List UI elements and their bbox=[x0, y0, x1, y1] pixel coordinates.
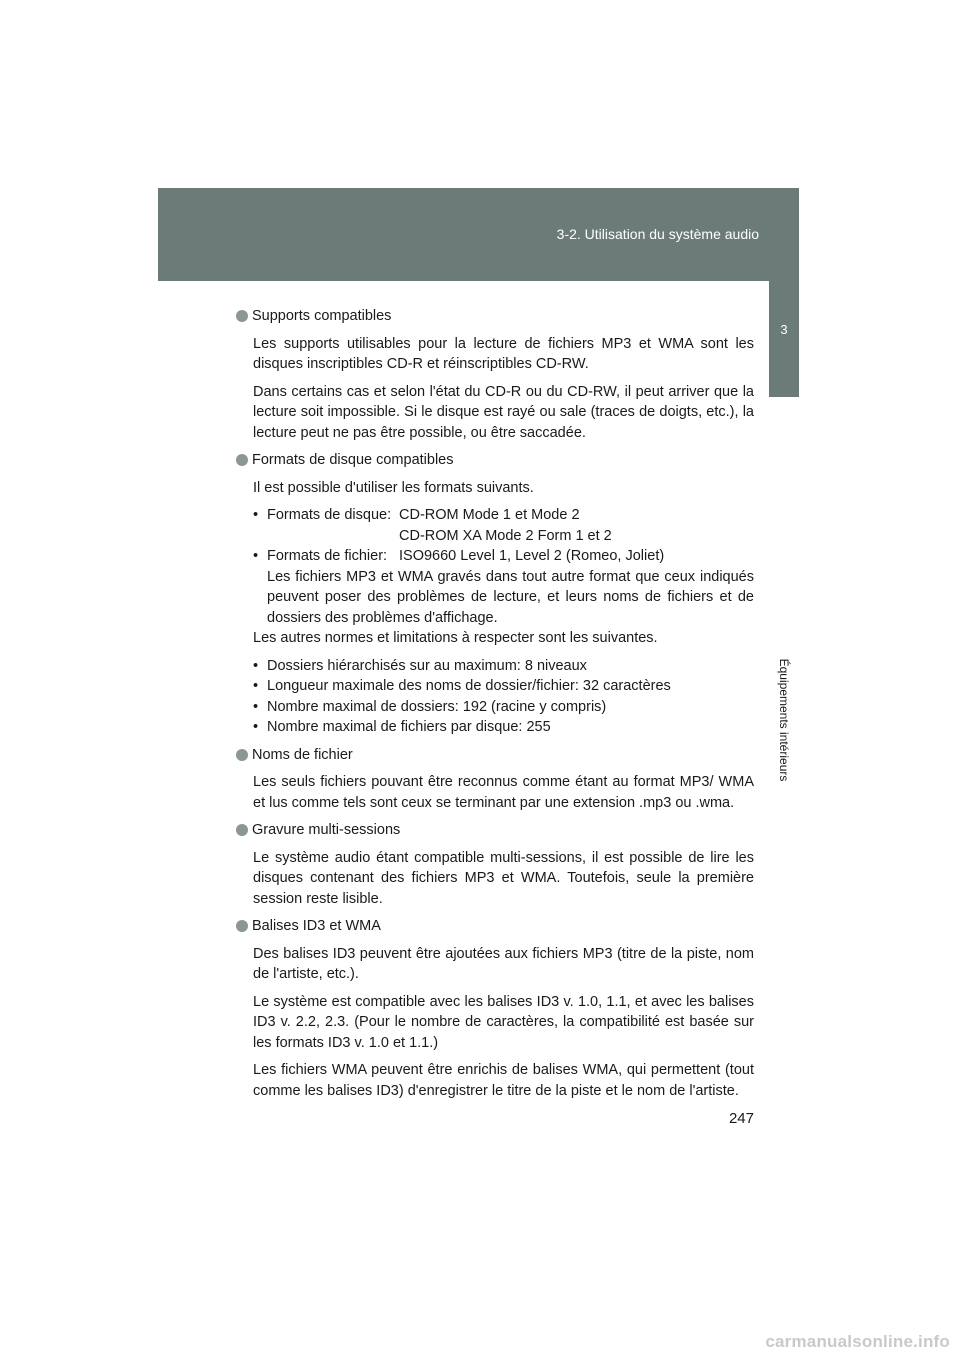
section-multisession bbox=[236, 820, 754, 909]
format-definitions bbox=[253, 505, 754, 628]
chapter-tab bbox=[769, 281, 799, 397]
list-marker: • bbox=[253, 548, 259, 564]
heading-text: Supports compatibles bbox=[252, 308, 392, 324]
definition-value bbox=[399, 546, 754, 567]
section-header bbox=[158, 188, 799, 281]
definition-value-line: CD-ROM XA Mode 2 Form 1 et 2 bbox=[399, 527, 612, 544]
chapter-label-wrap bbox=[769, 660, 799, 780]
list-item bbox=[253, 717, 754, 738]
page-content bbox=[236, 306, 754, 1108]
list-item bbox=[253, 676, 754, 697]
paragraph: Le système audio étant compatible multi-sessions, il est possible de lire les disques contenant des fichiers MP3 et WMA. Toutefois, seule la première session reste lisible. bbox=[253, 849, 754, 907]
list-item bbox=[253, 656, 754, 677]
chapter-number: 3 bbox=[780, 322, 788, 337]
paragraph: Dans certains cas et selon l'état du CD-R ou du CD-RW, il peut arriver que la lecture soit impossible. Si le disque est rayé ou sale (traces de doigts, etc.), la lecture peut ne pas être possible, ou être saccadée. bbox=[253, 383, 754, 441]
limits-list bbox=[253, 656, 754, 738]
list-marker: • bbox=[253, 507, 259, 523]
section-heading bbox=[236, 745, 754, 766]
section-id3-tags bbox=[236, 916, 754, 1101]
bullet-circle-icon bbox=[236, 454, 248, 466]
bullet-circle-icon bbox=[236, 824, 248, 836]
definition-row bbox=[253, 505, 754, 546]
heading-text: Gravure multi-sessions bbox=[252, 822, 401, 838]
definition-row bbox=[253, 546, 754, 567]
section-heading bbox=[236, 916, 754, 937]
section-heading bbox=[236, 306, 754, 327]
list-marker: • bbox=[253, 698, 259, 715]
paragraph: Les seuls fichiers pouvant être reconnus comme étant au format MP3/ WMA et lus comme tels sont ceux se terminant par une extension .mp3 ou .wma. bbox=[253, 774, 754, 811]
list-marker: • bbox=[253, 678, 259, 694]
list-item bbox=[253, 697, 754, 718]
definition-term: Formats de disque: bbox=[267, 507, 392, 523]
list-item-text: Nombre maximal de fichiers par disque: 255 bbox=[267, 719, 551, 735]
chapter-label: Équipements intérieurs bbox=[777, 658, 791, 782]
section-supports bbox=[236, 306, 754, 443]
page-number: 247 bbox=[728, 1110, 754, 1127]
paragraph: Les fichiers WMA peuvent être enrichis de balises WMA, qui permettent (tout comme les balises ID3) d'enregistrer le titre de la piste et le nom de l'artiste. bbox=[253, 1062, 754, 1099]
watermark: carmanualsonline.info bbox=[765, 1332, 950, 1351]
paragraph: Des balises ID3 peuvent être ajoutées aux fichiers MP3 (titre de la piste, nom de l'artiste, etc.). bbox=[253, 945, 754, 982]
paragraph: Le système est compatible avec les balises ID3 v. 1.0, 1.1, et avec les balises ID3 v. 2.2, 2.3. (Pour le nombre de caractères, la compatibilité est basée sur les formats ID3 v. 1.0 et 1.1.) bbox=[253, 993, 754, 1051]
definition-term: Formats de fichier: bbox=[267, 548, 388, 564]
paragraph: Les supports utilisables pour la lecture de fichiers MP3 et WMA sont les disques inscriptibles CD-R et réinscriptibles CD-RW. bbox=[253, 335, 754, 372]
bullet-circle-icon bbox=[236, 920, 248, 932]
definition-note: Les fichiers MP3 et WMA gravés dans tout autre format que ceux indiqués peuvent poser des problèmes de lecture, et leurs noms de fichiers et de dossiers des problèmes d'affichage. bbox=[267, 568, 754, 626]
section-filenames bbox=[236, 745, 754, 814]
list-item-text: Nombre maximal de dossiers: 192 (racine y compris) bbox=[267, 698, 607, 715]
bullet-circle-icon bbox=[236, 749, 248, 761]
heading-text: Formats de disque compatibles bbox=[252, 452, 454, 468]
paragraph: Les autres normes et limitations à respecter sont les suivantes. bbox=[253, 630, 658, 646]
section-heading bbox=[236, 450, 754, 471]
section-title: 3-2. Utilisation du système audio bbox=[556, 226, 759, 242]
section-heading bbox=[236, 820, 754, 841]
list-marker: • bbox=[253, 657, 259, 674]
definition-value-line: ISO9660 Level 1, Level 2 (Romeo, Joliet) bbox=[399, 548, 665, 564]
section-formats bbox=[236, 450, 754, 738]
list-item-text: Longueur maximale des noms de dossier/fichier: 32 caractères bbox=[267, 678, 671, 694]
list-marker: • bbox=[253, 719, 259, 735]
definition-value bbox=[399, 505, 754, 546]
list-item-text: Dossiers hiérarchisés sur au maximum: 8 niveaux bbox=[267, 657, 587, 674]
definition-value-line: CD-ROM Mode 1 et Mode 2 bbox=[399, 507, 580, 523]
heading-text: Noms de fichier bbox=[252, 746, 353, 763]
heading-text: Balises ID3 et WMA bbox=[252, 918, 381, 934]
bullet-circle-icon bbox=[236, 310, 248, 322]
paragraph: Il est possible d'utiliser les formats suivants. bbox=[253, 479, 534, 496]
